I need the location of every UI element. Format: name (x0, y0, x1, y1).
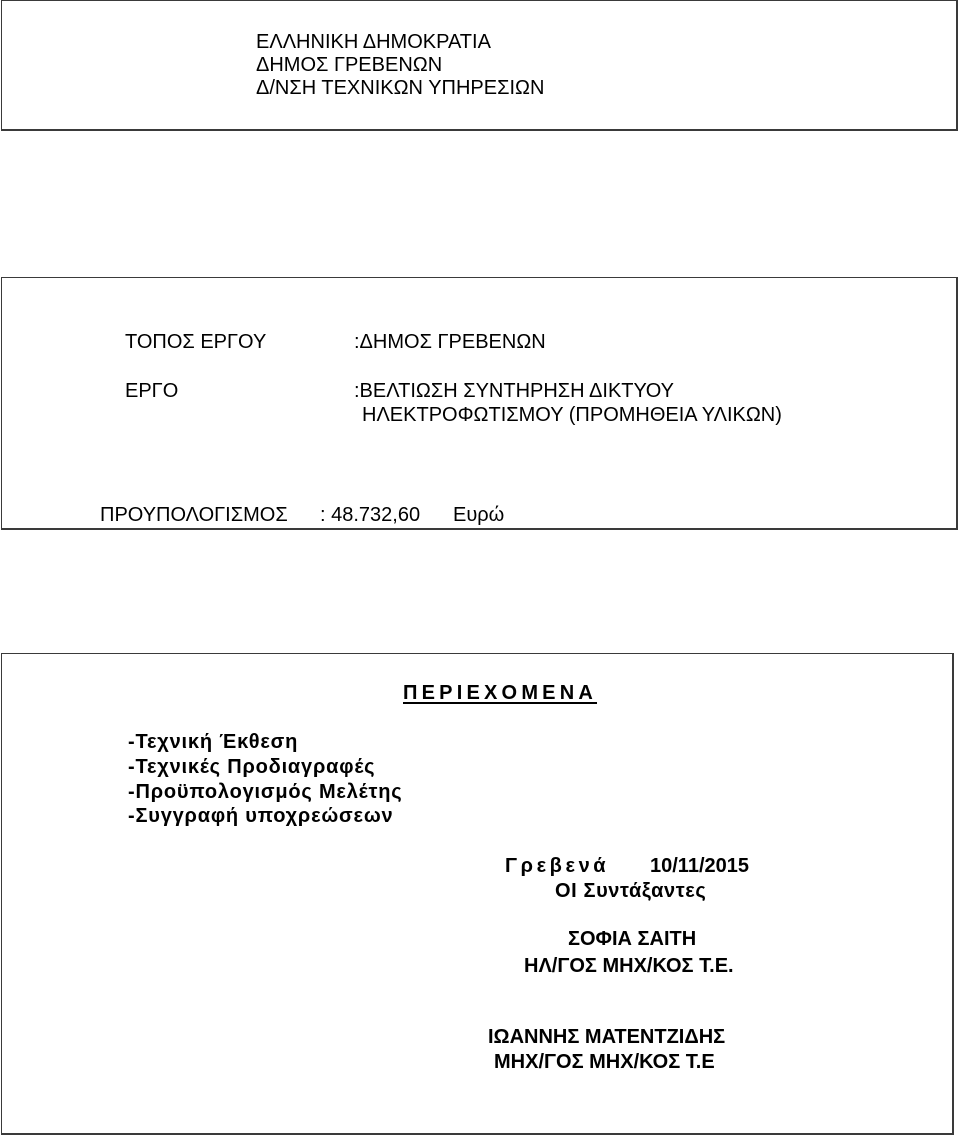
budget-label: ΠΡΟΥΠΟΛΟΓΙΣΜΟΣ (100, 504, 288, 526)
signature-place: Γρεβενά (505, 855, 610, 877)
project-work-value-line1: :ΒΕΛΤΙΩΣΗ ΣΥΝΤΗΡΗΣΗ ΔΙΚΤΥΟΥ (354, 380, 674, 402)
header-box (1, 0, 958, 131)
contents-list-item: -Τεχνική Έκθεση (128, 731, 299, 753)
author-name: ΙΩΑΝΝΗΣ ΜΑΤΕΝΤΖΙΔΗΣ (488, 1026, 726, 1048)
project-work-value-line2: ΗΛΕΚΤΡΟΦΩΤΙΣΜΟΥ (ΠΡΟΜΗΘΕΙΑ ΥΛΙΚΩΝ) (362, 404, 782, 426)
signature-date: 10/11/2015 (650, 855, 749, 877)
authors-label: ΟΙ Συντάξαντες (555, 880, 707, 902)
header-line-department: Δ/ΝΣΗ ΤΕΧΝΙΚΩΝ ΥΠΗΡΕΣΙΩΝ (256, 77, 545, 99)
budget-currency: Ευρώ (453, 504, 505, 526)
header-line-country: ΕΛΛΗΝΙΚΗ ΔΗΜΟΚΡΑΤΙΑ (256, 31, 491, 53)
header-line-municipality: ΔΗΜΟΣ ΓΡΕΒΕΝΩΝ (256, 54, 443, 76)
author-name: ΣΟΦΙΑ ΣΑΙΤΗ (568, 928, 697, 950)
author-title: ΜΗΧ/ΓΟΣ ΜΗΧ/ΚΟΣ Τ.Ε (494, 1051, 715, 1073)
contents-list-item: -Προϋπολογισμός Μελέτης (128, 781, 403, 803)
budget-value: : 48.732,60 (320, 504, 421, 526)
contents-list-item: -Συγγραφή υποχρεώσεων (128, 805, 394, 827)
project-work-label: ΕΡΓΟ (125, 380, 179, 402)
contents-list-item: -Τεχνικές Προδιαγραφές (128, 756, 376, 778)
contents-title: ΠΕΡΙΕΧΟΜΕΝΑ (403, 682, 598, 704)
contents-box (1, 653, 954, 1135)
project-place-label: ΤΟΠΟΣ ΕΡΓΟΥ (125, 331, 267, 353)
project-place-value: :ΔΗΜΟΣ ΓΡΕΒΕΝΩΝ (354, 331, 546, 353)
author-title: ΗΛ/ΓΟΣ ΜΗΧ/ΚΟΣ Τ.Ε. (524, 955, 734, 977)
